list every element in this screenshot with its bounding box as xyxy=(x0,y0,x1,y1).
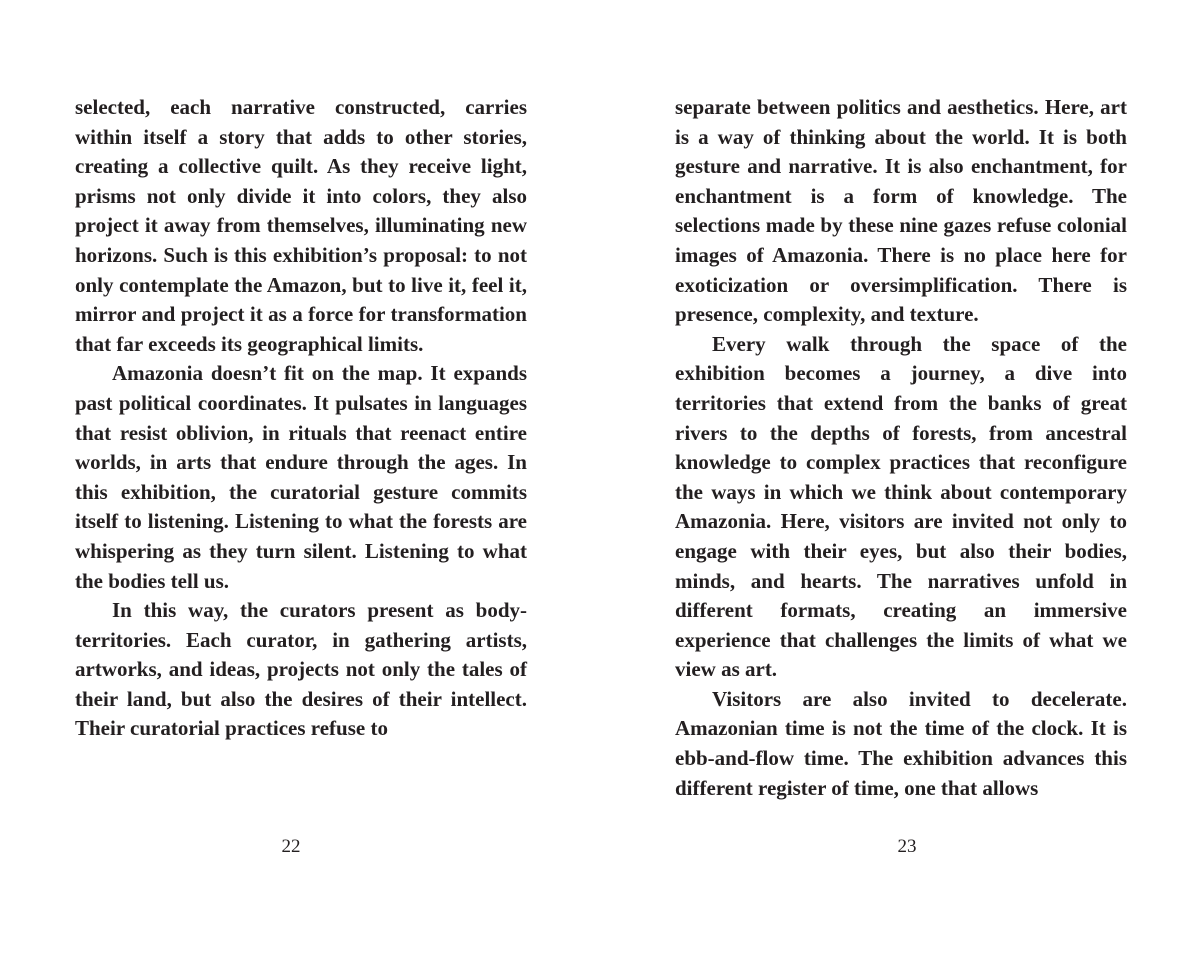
paragraph: selected, each narrative constructed, carries within itself a story that adds to other stories, creating a collective quilt. As they receive light, prisms not only divide it into colors, they also project it away from themselves, illuminating new horizons. Such is this exhibition’s proposal: to not only contemplate the Amazon, but to live it, feel it, mirror and project it as a force for transformation that far exceeds its geographical limits. xyxy=(75,95,527,356)
paragraph: Every walk through the space of the exhibition becomes a journey, a dive into territories that extend from the banks of great rivers to the depths of forests, from ancestral knowledge to complex practices that reconfigure the ways in which we think about contemporary Amazonia. Here, visitors are invited not only to engage with their eyes, but also their bodies, minds, and hearts. The narratives unfold in different formats, creating an immersive experience that challenges the limits of what we view as art. xyxy=(675,331,1127,682)
right-page-text xyxy=(675,93,1127,803)
paragraph: Amazonia doesn’t fit on the map. It expands past political coordinates. It pulsates in languages that resist oblivion, in rituals that reenact entire worlds, in arts that endure through the ages. In this exhibition, the curatorial gesture commits itself to listening. Listening to what the forests are whispering as they turn silent. Listening to what the bodies tell us. xyxy=(75,361,527,593)
paragraph: In this way, the curators present as body-territories. Each curator, in gathering artists, artworks, and ideas, projects not only the tales of their land, but also the desires of their intellect. Their curatorial practices refuse to xyxy=(75,598,527,741)
left-page-text xyxy=(75,93,527,744)
page-number-left: 22 xyxy=(281,836,301,857)
page-number-right: 23 xyxy=(897,836,917,857)
paragraph: Visitors are also invited to decelerate. Amazonian time is not the time of the clock. It is ebb-and-flow time. The exhibition advances this different register of time, one that allows xyxy=(675,686,1127,800)
paragraph: separate between politics and aesthetics. Here, art is a way of thinking about the world. It is both gesture and narrative. It is also enchantment, for enchantment is a form of knowledge. The selections made by these nine gazes refuse colonial images of Amazonia. There is no place here for exoticization or oversimplification. There is presence, complexity, and texture. xyxy=(675,95,1127,327)
